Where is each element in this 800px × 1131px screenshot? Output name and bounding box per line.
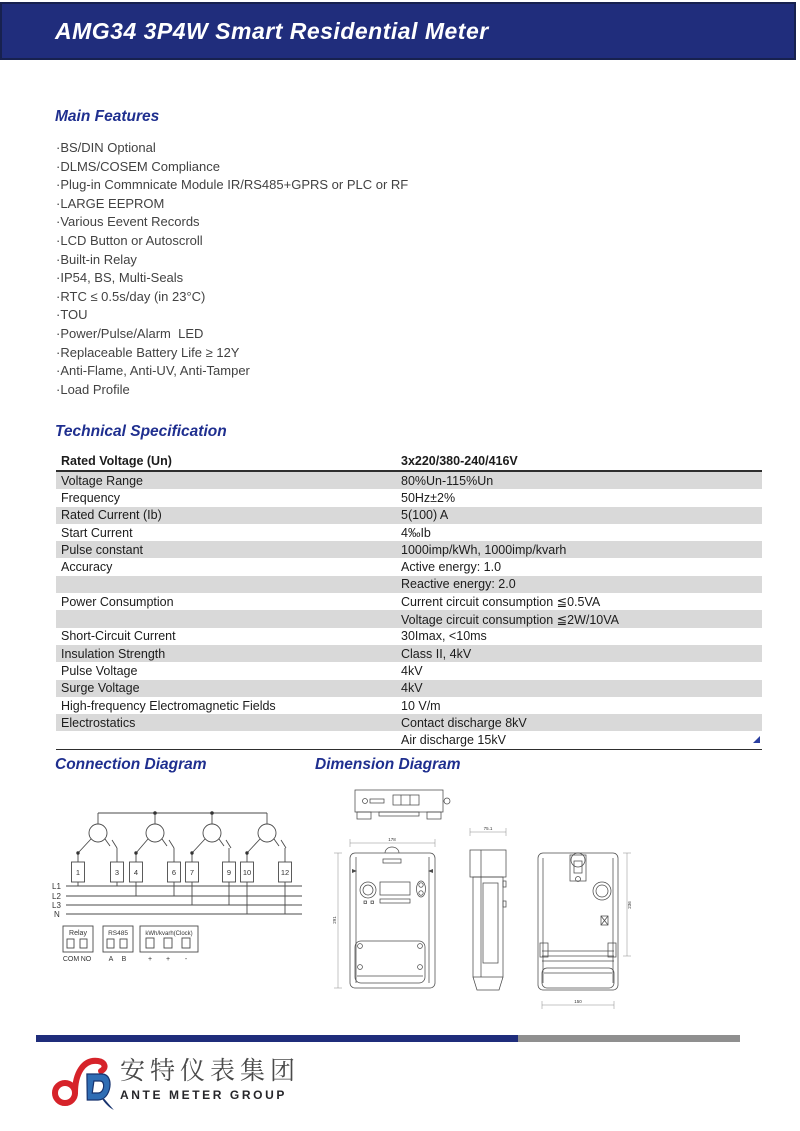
feature-item: · LARGE EEPROM	[56, 195, 408, 214]
dimension-diagram	[330, 783, 750, 1028]
feature-item: · IP54, BS, Multi-Seals	[56, 269, 408, 288]
spec-row	[56, 489, 762, 506]
spec-value: Current circuit consumption ≦0.5VA	[401, 595, 601, 610]
spec-row	[56, 628, 762, 645]
meter-views	[350, 790, 618, 990]
brand-english: ANTE METER GROUP	[120, 1088, 287, 1102]
spec-row	[56, 541, 762, 558]
spec-value: Class II, 4kV	[401, 646, 472, 661]
terminal-numbers	[76, 868, 289, 877]
specs-heading: Technical Specification	[55, 423, 227, 440]
features-list	[56, 139, 408, 399]
spec-value: Voltage circuit consumption ≦2W/10VA	[401, 612, 619, 627]
dimension-heading: Dimension Diagram	[315, 756, 461, 773]
spec-row	[56, 731, 762, 749]
spec-value: 5(100) A	[401, 508, 449, 523]
spec-value: 1000imp/kWh, 1000imp/kvarh	[401, 542, 567, 557]
title-banner	[0, 2, 796, 60]
connection-heading: Connection Diagram	[55, 756, 207, 773]
svg-text:L1: L1	[52, 882, 61, 891]
connection-diagram	[50, 790, 330, 990]
ante-logo	[50, 1052, 116, 1112]
feature-item: · Plug-in Commnicate Module IR/RS485+GPRS or PLC or RF	[56, 176, 408, 195]
spec-row	[56, 558, 762, 575]
footer-bar-gray	[518, 1035, 740, 1042]
svg-text:Relay: Relay	[69, 930, 87, 937]
svg-text:kWh/kvarh(Clock): kWh/kvarh(Clock)	[145, 931, 193, 937]
spec-label: Accuracy	[61, 560, 113, 575]
spec-value: 50Hz±2%	[401, 490, 456, 505]
feature-item: · Replaceable Battery Life ≥ 12Y	[56, 344, 408, 363]
svg-text:178: 178	[388, 837, 396, 842]
svg-text:+: +	[165, 956, 171, 963]
spec-value: 10 V/m	[401, 698, 441, 713]
svg-text:+: +	[147, 956, 153, 963]
svg-text:3: 3	[114, 868, 120, 877]
spec-row	[56, 662, 762, 679]
spec-row	[56, 507, 762, 524]
brand-chinese: 安特仪表集团	[120, 1057, 301, 1085]
svg-text:75.1: 75.1	[483, 826, 493, 831]
svg-text:1: 1	[75, 868, 81, 877]
svg-text:291: 291	[332, 916, 337, 924]
svg-text:L2: L2	[52, 892, 61, 901]
spec-header-row	[56, 451, 762, 472]
svg-text:NO: NO	[80, 956, 92, 963]
spec-value: Reactive energy: 2.0	[401, 577, 516, 592]
spec-label: Rated Current (Ib)	[61, 508, 162, 523]
spec-row	[56, 697, 762, 714]
spec-row	[56, 610, 762, 627]
svg-text:4: 4	[133, 868, 139, 877]
spec-value: 4kV	[401, 663, 423, 678]
svg-text:6: 6	[171, 868, 177, 877]
dimension-lines	[334, 828, 631, 1009]
logo-blue-mark	[82, 1074, 116, 1110]
spec-label: Insulation Strength	[61, 646, 166, 661]
spec-row	[56, 576, 762, 593]
svg-text:-: -	[184, 956, 188, 963]
feature-item: · DLMS/COSEM Compliance	[56, 158, 408, 177]
spec-row	[56, 472, 762, 489]
feature-item: · RTC ≤ 0.5s/day (in 23°C)	[56, 288, 408, 307]
svg-text:10: 10	[242, 868, 252, 877]
spec-value: 80%Un-115%Un	[401, 473, 494, 488]
svg-text:B: B	[121, 956, 127, 963]
features-heading: Main Features	[55, 108, 160, 125]
spec-value: 4‰Ib	[401, 525, 431, 540]
phase-labels	[52, 882, 61, 919]
spec-row	[56, 524, 762, 541]
feature-item: · Various Eevent Records	[56, 213, 408, 232]
svg-text:236: 236	[627, 901, 632, 909]
feature-item: · TOU	[56, 306, 408, 325]
spec-label: Voltage Range	[61, 473, 144, 488]
spec-value: 30Imax, <10ms	[401, 629, 487, 644]
spec-label: Pulse Voltage	[61, 663, 138, 678]
page-title: AMG34 3P4W Smart Residential Meter	[55, 18, 489, 44]
spec-row	[56, 645, 762, 662]
aux-labels	[63, 930, 193, 963]
spec-value: Active energy: 1.0	[401, 560, 502, 575]
svg-text:L3: L3	[52, 901, 61, 910]
spec-row	[56, 714, 762, 731]
spec-header-value: 3x220/380-240/416V	[401, 453, 518, 468]
svg-text:RS485: RS485	[108, 930, 128, 937]
feature-item: · BS/DIN Optional	[56, 139, 408, 158]
svg-text:9: 9	[226, 868, 232, 877]
spec-label: Frequency	[61, 490, 121, 505]
spec-value: Contact discharge 8kV	[401, 715, 527, 730]
brand-block	[120, 1057, 300, 1102]
svg-text:150: 150	[574, 999, 582, 1004]
spec-table	[56, 451, 762, 750]
feature-item: · LCD Button or Autoscroll	[56, 232, 408, 251]
svg-text:COM: COM	[62, 956, 80, 963]
footer-bar-blue	[36, 1035, 518, 1042]
spec-label: High-frequency Electromagnetic Fields	[61, 698, 276, 713]
spec-label: Pulse constant	[61, 542, 143, 557]
svg-text:N: N	[54, 910, 60, 919]
spec-value: Air discharge 15kV	[401, 733, 506, 748]
spec-value: 4kV	[401, 681, 423, 696]
table-corner-mark	[753, 736, 760, 743]
spec-row	[56, 680, 762, 697]
spec-label: Electrostatics	[61, 715, 136, 730]
feature-item: · Load Profile	[56, 381, 408, 400]
spec-row	[56, 593, 762, 610]
spec-label: Surge Voltage	[61, 681, 140, 696]
feature-item: · Power/Pulse/Alarm LED	[56, 325, 408, 344]
spec-label: Start Current	[61, 525, 133, 540]
svg-text:A: A	[108, 956, 114, 963]
svg-text:7: 7	[189, 868, 195, 877]
svg-text:12: 12	[280, 868, 290, 877]
spec-label: Short-Circuit Current	[61, 629, 176, 644]
feature-item: · Built-in Relay	[56, 251, 408, 270]
spec-label: Power Consumption	[61, 594, 174, 609]
spec-header-label: Rated Voltage (Un)	[61, 453, 172, 468]
feature-item: · Anti-Flame, Anti-UV, Anti-Tamper	[56, 362, 408, 381]
